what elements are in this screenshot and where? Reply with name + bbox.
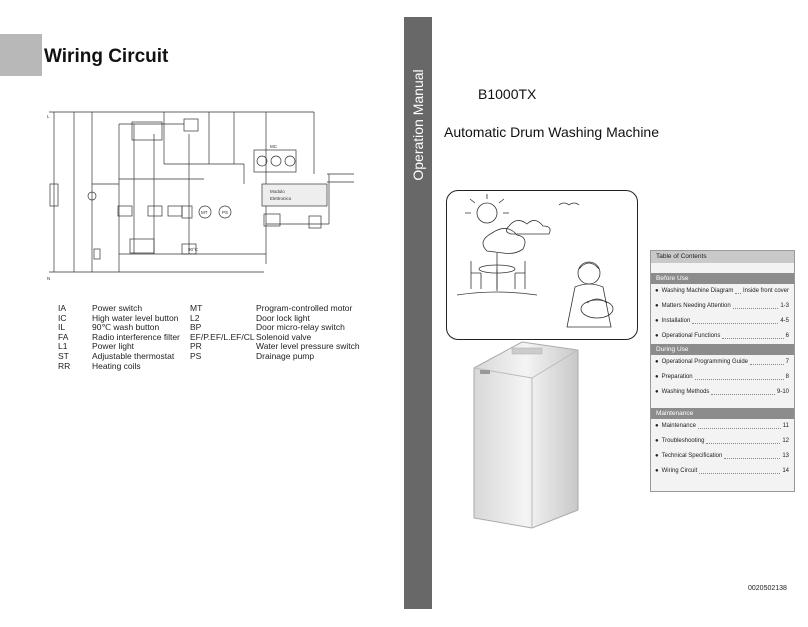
product-title: Automatic Drum Washing Machine — [444, 124, 660, 140]
washing-machine-image — [470, 340, 582, 530]
bullet-icon: ● — [655, 333, 659, 339]
legend-code-2: L2 — [190, 312, 200, 323]
model-number: B1000TX — [478, 86, 537, 102]
toc-section-during-use: During Use — [651, 344, 794, 355]
section-tab — [0, 34, 42, 76]
legend-code: FA — [58, 331, 69, 342]
legend-desc: 90℃ wash button — [92, 322, 160, 333]
legend-code: IA — [58, 303, 67, 313]
toc-item[interactable]: ● Washing Machine Diagram Inside front cover — [651, 284, 794, 299]
cover-illustration — [446, 190, 638, 340]
legend-desc: Heating coils — [92, 360, 141, 371]
toc-item[interactable]: ● Operational Programming Guide 7 — [651, 355, 794, 370]
toc-item[interactable]: ● Troubleshooting 12 — [651, 434, 794, 449]
toc-section-maintenance: Maintenance — [651, 408, 794, 419]
legend-code-2: BP — [190, 322, 202, 333]
toc-item[interactable]: ● Washing Methods 9-10 — [651, 385, 794, 400]
legend-code-2: PS — [190, 350, 202, 361]
mc-label: MC — [270, 144, 277, 149]
legend-desc-2: Door lock light — [256, 312, 310, 323]
toc-item[interactable]: ● Technical Specification 13 — [651, 449, 794, 464]
bullet-icon: ● — [655, 359, 659, 365]
toc-section-before-use: Before Use — [651, 273, 794, 284]
bullet-icon: ● — [655, 288, 659, 294]
legend-code-2: PR — [190, 341, 202, 352]
bullet-icon: ● — [655, 318, 659, 324]
legend-desc: Power light — [92, 341, 135, 352]
rail-label-n: N — [47, 276, 51, 281]
spine-title: Operation Manual — [410, 69, 426, 181]
legend-code-2: MT — [190, 303, 203, 313]
bullet-icon: ● — [655, 423, 659, 429]
temp-label: 90°C — [188, 247, 199, 252]
legend-code: ST — [58, 350, 69, 361]
legend-code: RR — [58, 360, 71, 371]
module-label: Modulo — [270, 189, 285, 194]
motor-label: MT — [201, 210, 208, 215]
page-title: Wiring Circuit — [44, 46, 169, 67]
toc-item[interactable]: ● Matters Needing Attention 1-3 — [651, 299, 794, 314]
bullet-icon: ● — [655, 303, 659, 309]
bullet-icon: ● — [655, 374, 659, 380]
pump-label: PS — [222, 210, 229, 215]
bullet-icon: ● — [655, 438, 659, 444]
toc-item[interactable]: ● Wiring Circuit 14 — [651, 464, 794, 479]
module-label-2: Elettronico — [270, 196, 292, 201]
rail-label-l: L — [47, 114, 50, 119]
bullet-icon: ● — [655, 468, 659, 474]
wiring-schematic — [44, 104, 364, 286]
illustration-drawing — [447, 191, 637, 339]
manual-spine — [404, 17, 432, 609]
legend-desc-2: Water level pressure switch — [256, 341, 360, 352]
legend-desc: High water level button — [92, 312, 179, 323]
legend-code: L1 — [58, 341, 68, 352]
legend-desc-2: Program-controlled motor — [256, 303, 353, 313]
legend-code: IC — [58, 312, 67, 323]
legend-code-2: EF/P.EF/L.EF/CL — [190, 331, 255, 342]
document-code: 0020502138 — [748, 585, 787, 592]
toc-item[interactable]: ● Operational Functions 6 — [651, 329, 794, 344]
bullet-icon: ● — [655, 453, 659, 459]
toc-item[interactable]: ● Maintenance 11 — [651, 419, 794, 434]
legend-desc-2: Door micro-relay switch — [256, 322, 345, 333]
legend-desc-2: Solenoid valve — [256, 331, 312, 342]
legend-desc: Power switch — [92, 303, 143, 313]
legend-desc: Radio interference filter — [92, 331, 180, 342]
toc-item[interactable]: ● Preparation 8 — [651, 370, 794, 385]
legend-desc: Adjustable thermostat — [92, 350, 175, 361]
legend-code: IL — [58, 322, 66, 333]
legend-desc-2: Drainage pump — [256, 350, 315, 361]
bullet-icon: ● — [655, 389, 659, 395]
toc-item[interactable]: ● Installation 4-5 — [651, 314, 794, 329]
toc-header: Table of Contents — [651, 251, 794, 263]
table-of-contents — [650, 250, 795, 492]
